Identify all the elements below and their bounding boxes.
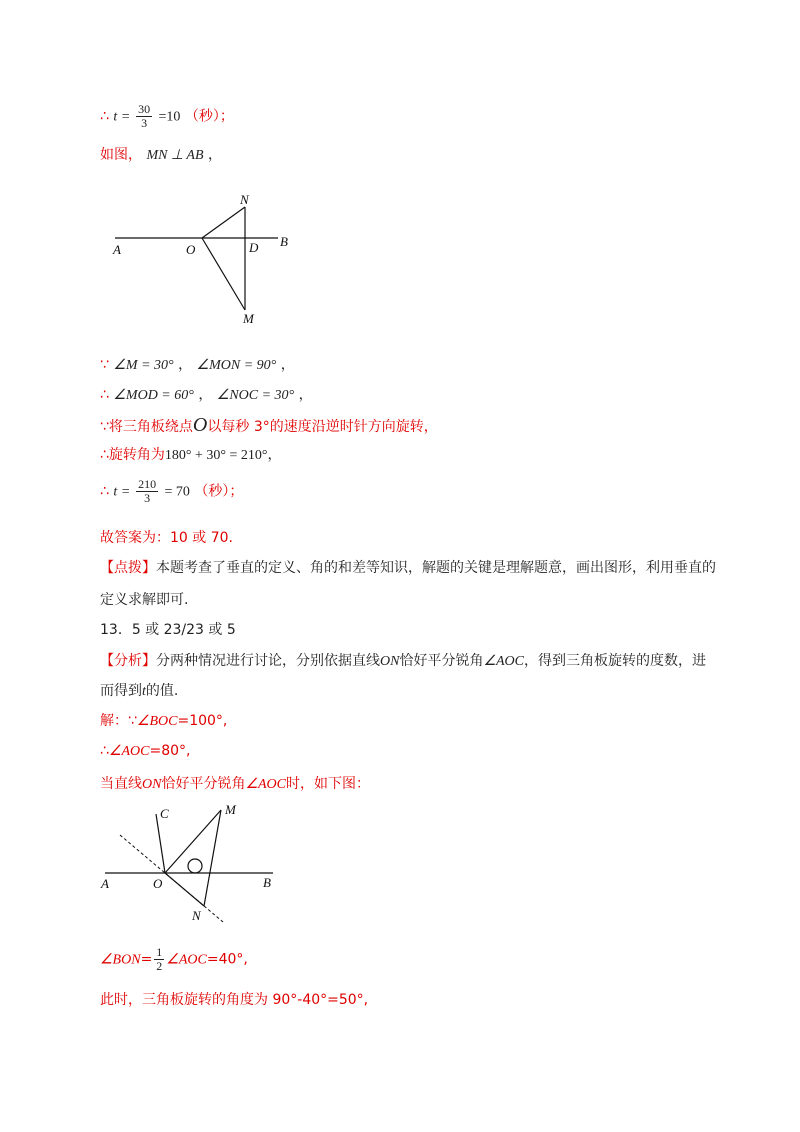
fraction-numerator: 1 xyxy=(156,945,163,959)
one-half-fraction xyxy=(154,946,164,973)
line-ON: ON xyxy=(380,654,400,669)
result: =10 xyxy=(158,109,181,125)
derived-angles-line xyxy=(100,385,313,406)
case-text-2: 恰好平分锐角 xyxy=(161,776,246,792)
fraction-denominator: 3 xyxy=(141,116,148,130)
punctuation: ， xyxy=(207,147,222,163)
segment-OM xyxy=(202,238,245,310)
condition-text-end: 以每秒 3°的速度沿逆时针方向旋转， xyxy=(207,419,438,435)
solution-prefix: 解：∵ xyxy=(100,713,137,729)
intro-text: 如图， xyxy=(100,147,142,163)
var-t: t xyxy=(142,684,146,699)
label-O: O xyxy=(153,876,163,891)
label-M: M xyxy=(225,802,236,817)
angle-NOC: ∠NOC = 30° xyxy=(216,388,295,403)
var-t: t xyxy=(113,109,118,125)
figure-2-diagram xyxy=(95,800,285,925)
equals-sign: = xyxy=(140,951,153,968)
figure-1-diagram xyxy=(110,190,300,330)
line-ON: ON xyxy=(142,777,162,792)
angle-MOD: ∠MOD = 60° xyxy=(113,388,194,403)
rotation-condition-line xyxy=(100,415,438,437)
label-A: A xyxy=(113,242,121,257)
perpendicular-expr: MN ⊥ AB xyxy=(146,148,204,163)
punctuation: ， xyxy=(298,387,313,403)
case-text-3: 时，如下图： xyxy=(286,776,371,792)
rotation-angle-line xyxy=(100,445,282,466)
equation-t-equals-70 xyxy=(100,478,243,505)
angle-AOC: ∠AOC xyxy=(483,654,525,669)
analysis-tag: 【分析】 xyxy=(100,653,156,669)
analysis-text-2: 恰好平分锐角 xyxy=(399,653,484,669)
label-B: B xyxy=(280,234,288,249)
angle-BON: ∠BON xyxy=(100,952,141,968)
solution-derived-line xyxy=(100,741,190,762)
label-M: M xyxy=(243,311,254,326)
ray-OC xyxy=(156,814,165,873)
angle-AOC: ∠AOC xyxy=(108,744,150,759)
equals-sign: = xyxy=(121,484,130,500)
point-O: O xyxy=(192,414,208,436)
solution-given-line xyxy=(100,711,227,732)
separator: ， xyxy=(178,357,193,373)
angle-AOC: ∠AOC xyxy=(245,777,287,792)
figure-intro-line xyxy=(100,145,222,166)
label-A: A xyxy=(101,876,109,891)
punctuation: ， xyxy=(267,447,282,463)
result: = 70 xyxy=(164,484,190,500)
fraction xyxy=(136,103,152,130)
because-symbol: ∵ xyxy=(100,357,109,373)
label-O: O xyxy=(186,242,196,257)
triangle-hole xyxy=(188,859,202,873)
rotation-angle-expr: 180° + 30° = 210° xyxy=(164,448,268,463)
label-N: N xyxy=(192,908,201,923)
label-B: B xyxy=(263,875,271,890)
var-t: t xyxy=(113,484,118,500)
label-N: N xyxy=(240,192,249,207)
rotation-result-line: 此时，三角板旋转的角度为 90°-40°=50°, xyxy=(100,992,369,1008)
case-intro-line xyxy=(100,774,370,795)
given-angles-line xyxy=(100,355,295,376)
separator: ， xyxy=(198,387,213,403)
therefore-symbol: ∴ xyxy=(100,483,109,500)
value-text: =100°, xyxy=(177,713,228,729)
answer-line: 故答案为：10 或 70. xyxy=(100,530,233,546)
unit: （秒）； xyxy=(184,108,234,125)
segment-OM xyxy=(165,810,221,873)
label-D: D xyxy=(249,240,259,255)
question-13-answer: 13．5 或 23/23 或 5 xyxy=(100,622,236,638)
fraction-denominator: 2 xyxy=(156,959,163,973)
analysis-line-continued xyxy=(100,681,178,702)
unit: （秒）； xyxy=(194,483,244,500)
label-C: C xyxy=(160,806,169,821)
analysis-text-3: ，得到三角板旋转的度数，进 xyxy=(524,653,707,669)
equals-sign: = xyxy=(121,109,130,125)
punctuation: ， xyxy=(280,357,295,373)
analysis-line xyxy=(100,651,706,672)
tip-tag: 【点拨】 xyxy=(100,560,156,576)
angle-MON: ∠MON = 90° xyxy=(196,358,277,373)
segment-MN xyxy=(204,810,221,906)
analysis-text-4: 而得到 xyxy=(100,683,142,699)
segment-ON xyxy=(165,873,204,906)
fraction-denominator: 3 xyxy=(144,491,151,505)
value-text: =40°, xyxy=(206,951,248,968)
tip-text: 本题考查了垂直的定义、角的和差等知识，解题的关键是理解题意，画出图形，利用垂直的 xyxy=(156,560,716,576)
therefore-symbol: ∴ xyxy=(100,743,109,759)
fraction-numerator: 210 xyxy=(138,477,157,491)
fraction-numerator: 30 xyxy=(138,102,151,116)
value-text: =80°, xyxy=(149,743,191,759)
analysis-text-5: 的值. xyxy=(145,683,179,699)
analysis-text-1: 分两种情况进行讨论，分别依据直线 xyxy=(156,653,380,669)
tip-line-continued: 定义求解即可. xyxy=(100,592,189,608)
fraction xyxy=(136,478,158,505)
therefore-symbol: ∴ xyxy=(100,387,109,403)
rotation-angle-label: ∴旋转角为 xyxy=(100,447,165,463)
angle-AOC: ∠AOC xyxy=(166,952,207,968)
segment-ON xyxy=(202,207,245,238)
angle-BON-line xyxy=(100,946,248,973)
therefore-symbol: ∴ xyxy=(100,108,109,125)
tip-line xyxy=(100,558,716,578)
angle-BOC: ∠BOC xyxy=(136,714,178,729)
equation-t-equals-10 xyxy=(100,103,234,130)
angle-M: ∠M = 30° xyxy=(113,358,174,373)
condition-text-start: ∵将三角板绕点 xyxy=(100,419,193,435)
case-text-1: 当直线 xyxy=(100,776,142,792)
